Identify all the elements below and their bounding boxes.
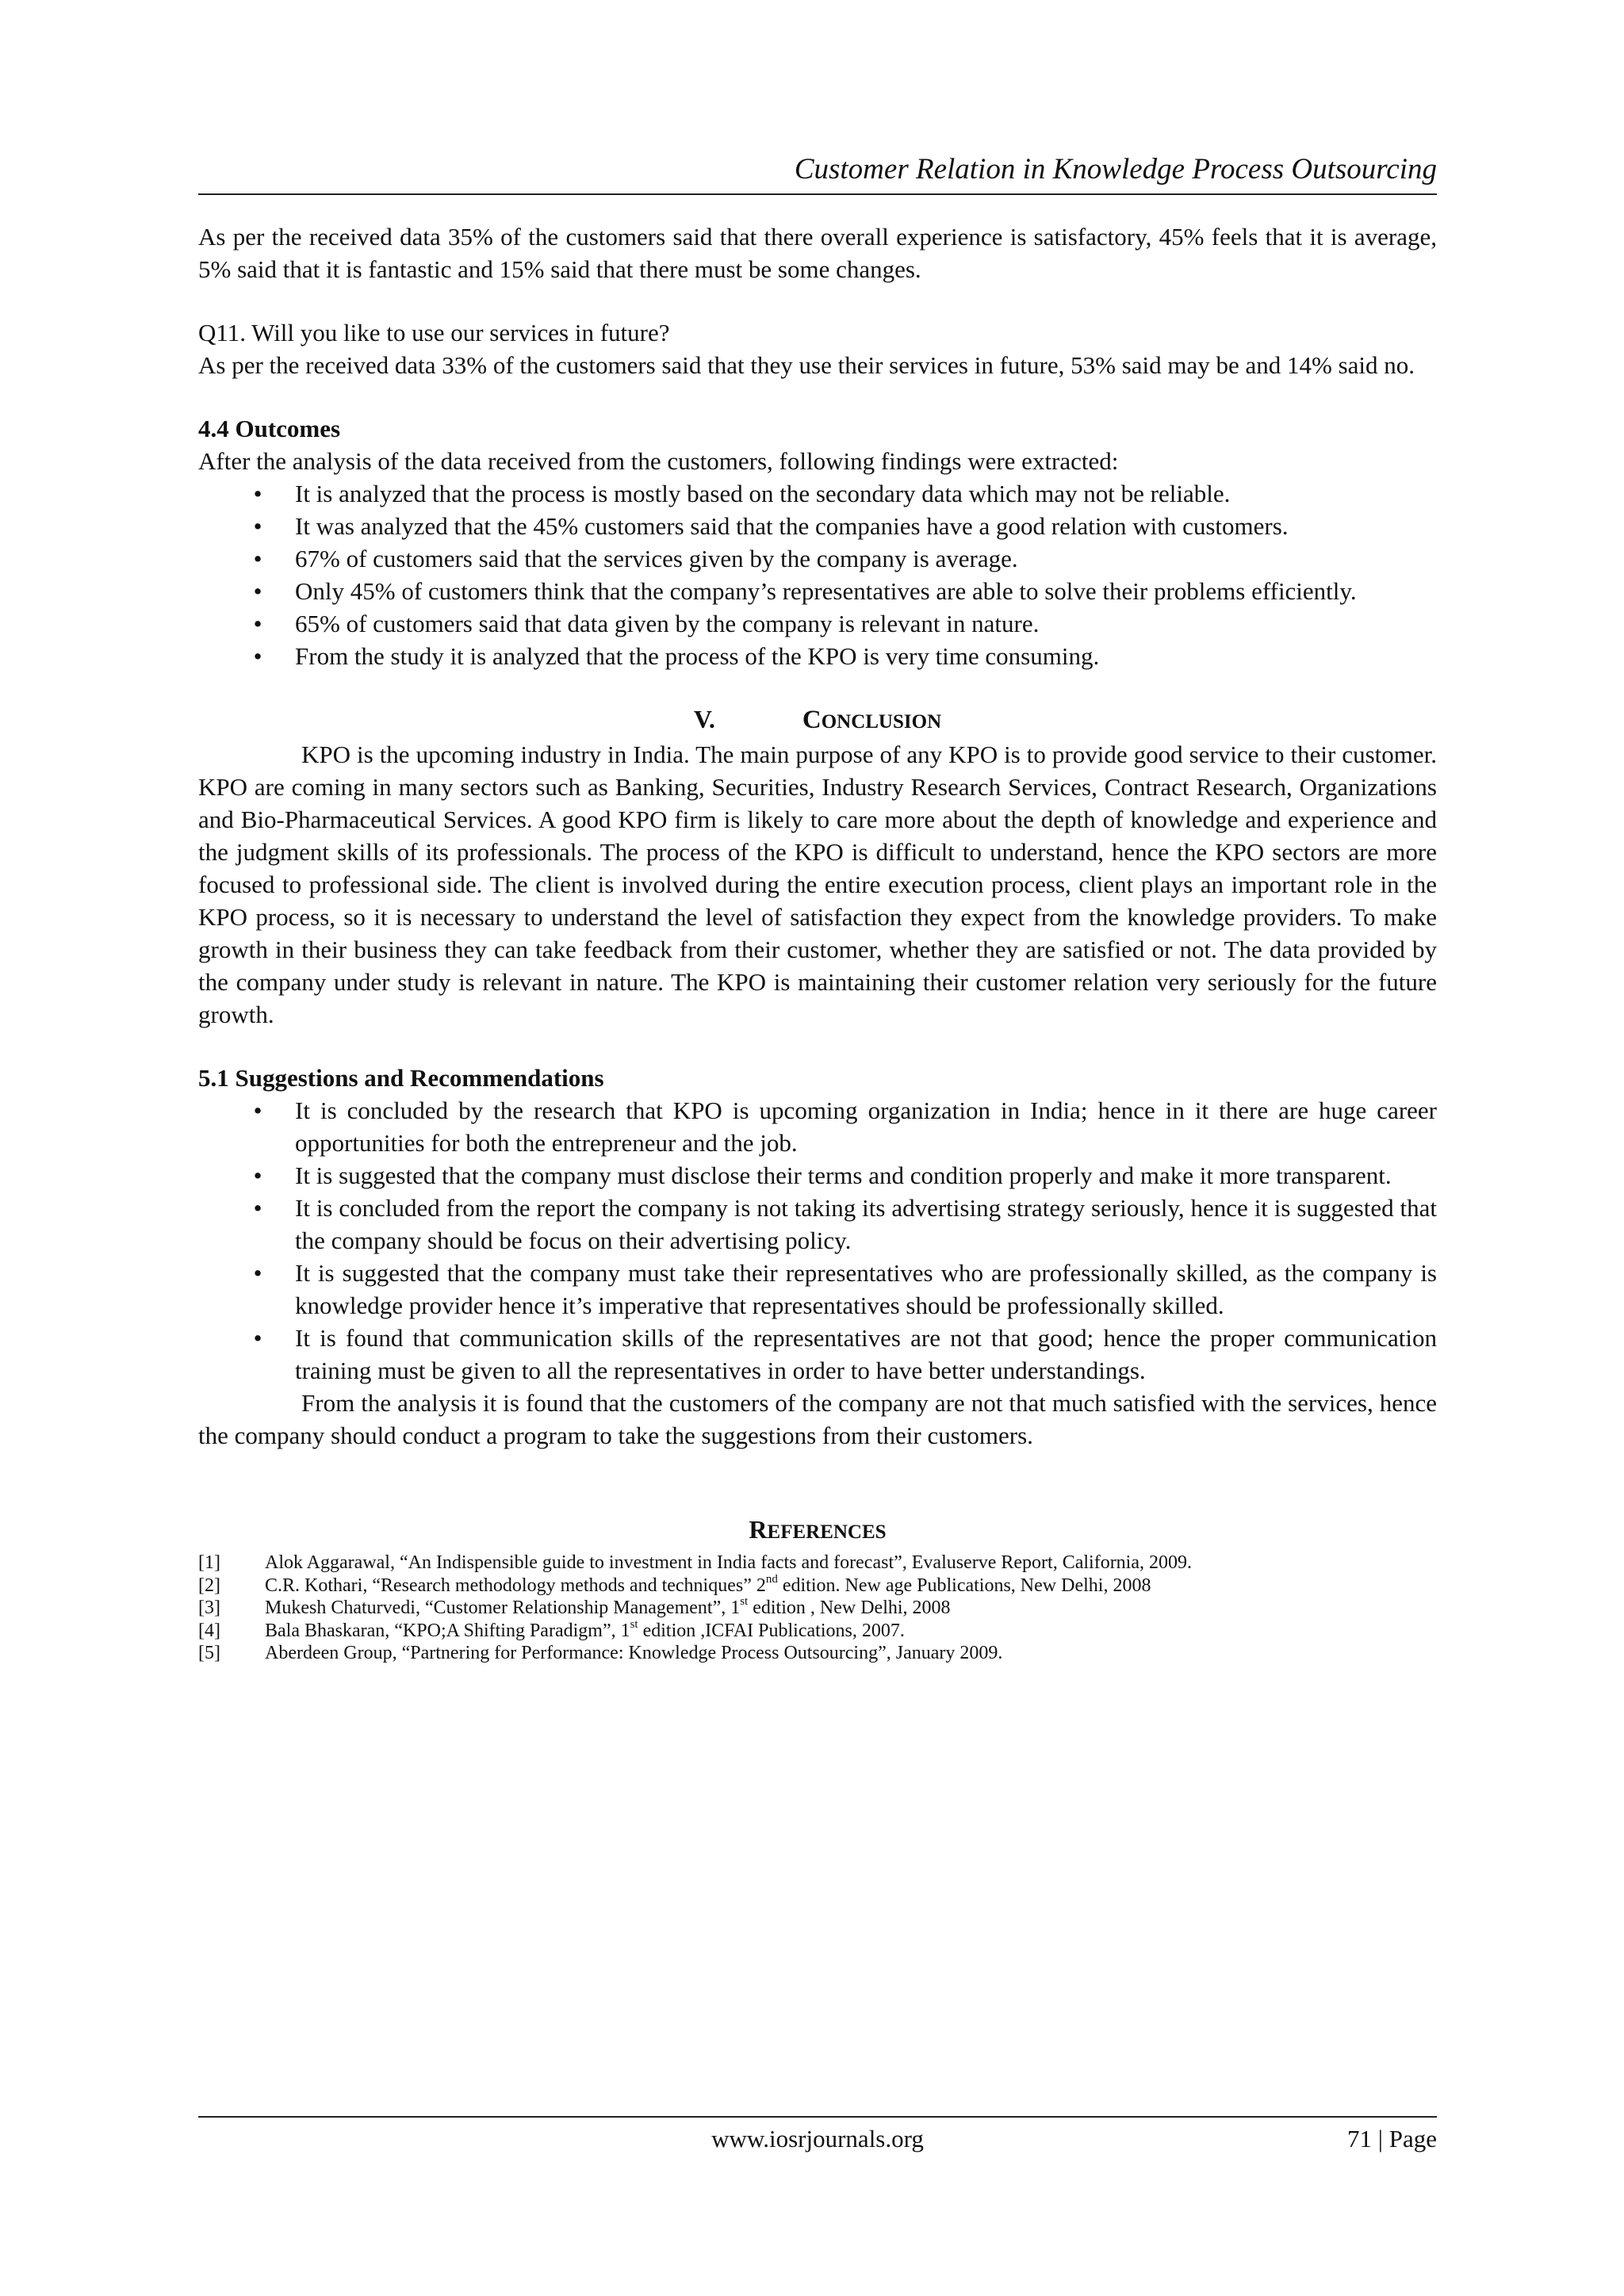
outcomes-lead: After the analysis of the data received from the customers, following findings were extracted:: [198, 447, 1119, 475]
q11-answer-paragraph: As per the received data 33% of the customers said that they use their services in future, 53% said may be and 14% said no.: [198, 351, 1415, 379]
reference-index: [3]: [198, 1598, 220, 1618]
list-item-text: It is suggested that the company must take their representatives who are professionally skilled, as the company is knowledge provider hence it’s imperative that representatives should be professionally skilled.: [295, 1259, 1437, 1319]
footer-rule: [198, 2116, 1437, 2118]
reference-index: [1]: [198, 1552, 220, 1573]
bullet-icon: •: [253, 512, 262, 540]
list-item: [198, 575, 1437, 607]
suggestions-heading: 5.1 Suggestions and Recommendations: [198, 1064, 604, 1092]
references-heading: [198, 1513, 1437, 1548]
reference-text: Bala Bhaskaran, “KPO;A Shifting Paradigm”, 1: [265, 1620, 630, 1641]
reference-text: Mukesh Chaturvedi, “Customer Relationship Management”, 1: [265, 1598, 741, 1618]
list-item: [198, 640, 1437, 672]
list-item-text: It is concluded by the research that KPO is upcoming organization in India; hence in it there are huge career opportunities for both the entrepreneur and the job.: [295, 1096, 1437, 1157]
list-item: [198, 510, 1437, 542]
reference-item: [198, 1642, 1437, 1665]
list-item: [198, 1322, 1437, 1387]
conclusion-heading: [198, 703, 1437, 738]
reference-index: [4]: [198, 1620, 220, 1641]
bullet-icon: •: [253, 545, 262, 572]
reference-superscript: nd: [765, 1572, 778, 1586]
reference-item: [198, 1597, 1437, 1620]
reference-superscript: st: [740, 1595, 749, 1608]
footer-website-link[interactable]: www.iosrjournals.org: [711, 2125, 924, 2152]
list-item: [198, 542, 1437, 575]
references-title-initial: R: [749, 1515, 768, 1544]
question-q11: Q11. Will you like to use our services in future?: [198, 319, 670, 346]
list-item: [198, 1159, 1437, 1192]
intro-paragraph: As per the received data 35% of the customers said that there overall experience is satisfactory, 45% feels that it is average, 5% said that it is fantastic and 15% said that there must be some changes.: [198, 223, 1437, 283]
reference-text-tail: edition ,ICFAI Publications, 2007.: [638, 1620, 905, 1641]
suggestions-list: [198, 1094, 1437, 1387]
list-item-text: From the study it is analyzed that the process of the KPO is very time consuming.: [295, 642, 1100, 670]
reference-index: [2]: [198, 1575, 220, 1596]
references-list: [198, 1552, 1437, 1665]
list-item: [198, 1192, 1437, 1257]
reference-text-tail: edition , New Delhi, 2008: [748, 1598, 951, 1618]
suggestions-closing: From the analysis it is found that the customers of the company are not that much satisfied with the services, hence the company should conduct a program to take the suggestions from their customers.: [198, 1389, 1437, 1449]
list-item: [198, 1094, 1437, 1159]
list-item-text: 67% of customers said that the services given by the company is average.: [295, 545, 1018, 572]
reference-item: [198, 1552, 1437, 1575]
list-item-text: 65% of customers said that data given by the company is relevant in nature.: [295, 610, 1040, 637]
list-item-text: It is found that communication skills of the representatives are not that good; hence the proper communication training must be given to all the representatives in order to have better understandings.: [295, 1324, 1437, 1384]
bullet-icon: •: [253, 577, 262, 605]
outcomes-heading: 4.4 Outcomes: [198, 415, 341, 442]
running-header: Customer Relation in Knowledge Process Outsourcing: [794, 153, 1437, 186]
outcomes-list: [198, 477, 1437, 672]
reference-text-tail: edition. New age Publications, New Delhi, 2008: [777, 1575, 1151, 1596]
reference-index: [5]: [198, 1643, 220, 1663]
page-number: 71 | Page: [1347, 2125, 1437, 2152]
header-rule: [198, 193, 1437, 195]
list-item: [198, 607, 1437, 640]
section-title-initial: C: [802, 706, 822, 734]
reference-superscript: st: [630, 1617, 638, 1631]
bullet-icon: •: [253, 642, 262, 670]
bullet-icon: •: [253, 1161, 262, 1189]
reference-text: Aberdeen Group, “Partnering for Performance: Knowledge Process Outsourcing”, January 2009.: [265, 1643, 1003, 1663]
list-item-text: It is analyzed that the process is mostly based on the secondary data which may not be reliable.: [295, 480, 1231, 507]
list-item: [198, 1257, 1437, 1322]
bullet-icon: •: [253, 1194, 262, 1222]
list-item: [198, 477, 1437, 510]
reference-text: C.R. Kothari, “Research methodology methods and techniques” 2: [265, 1575, 766, 1596]
bullet-icon: •: [253, 480, 262, 507]
bullet-icon: •: [253, 610, 262, 637]
section-title-rest: ONCLUSION: [821, 711, 942, 733]
bullet-icon: •: [253, 1096, 262, 1124]
page-body: [198, 220, 1437, 1665]
reference-item: [198, 1572, 1437, 1598]
bullet-icon: •: [253, 1324, 262, 1352]
list-item-text: It is suggested that the company must disclose their terms and condition properly and make it more transparent.: [295, 1161, 1392, 1189]
section-number: V.: [693, 705, 715, 733]
list-item-text: Only 45% of customers think that the company’s representatives are able to solve their problems efficiently.: [295, 577, 1357, 605]
conclusion-paragraph: KPO is the upcoming industry in India. The main purpose of any KPO is to provide good service to their customer. KPO are coming in many sectors such as Banking, Securities, Industry Research Services, Contract Research, Organizations and Bio-Pharmaceutical Services. A good KPO firm is likely to care more about the depth of knowledge and experience and the judgment skills of its professionals. The process of the KPO is difficult to understand, hence the KPO sectors are more focused to professional side. The client is involved during the entire execution process, client plays an important role in the KPO process, so it is necessary to understand the level of satisfaction they expect from the knowledge providers. To make growth in their business they can take feedback from their customer, whether they are satisfied or not. The data provided by the company under study is relevant in nature. The KPO is maintaining their customer relation very seriously for the future growth.: [198, 740, 1437, 1028]
bullet-icon: •: [253, 1259, 262, 1287]
reference-item: [198, 1617, 1437, 1643]
list-item-text: It was analyzed that the 45% customers said that the companies have a good relation with customers.: [295, 512, 1289, 540]
list-item-text: It is concluded from the report the company is not taking its advertising strategy seriously, hence it is suggested that the company should be focus on their advertising policy.: [295, 1194, 1437, 1254]
reference-text: Alok Aggarawal, “An Indispensible guide to investment in India facts and forecast”, Evaluserve Report, California, 2009.: [265, 1552, 1193, 1573]
references-title-rest: EFERENCES: [767, 1521, 887, 1543]
